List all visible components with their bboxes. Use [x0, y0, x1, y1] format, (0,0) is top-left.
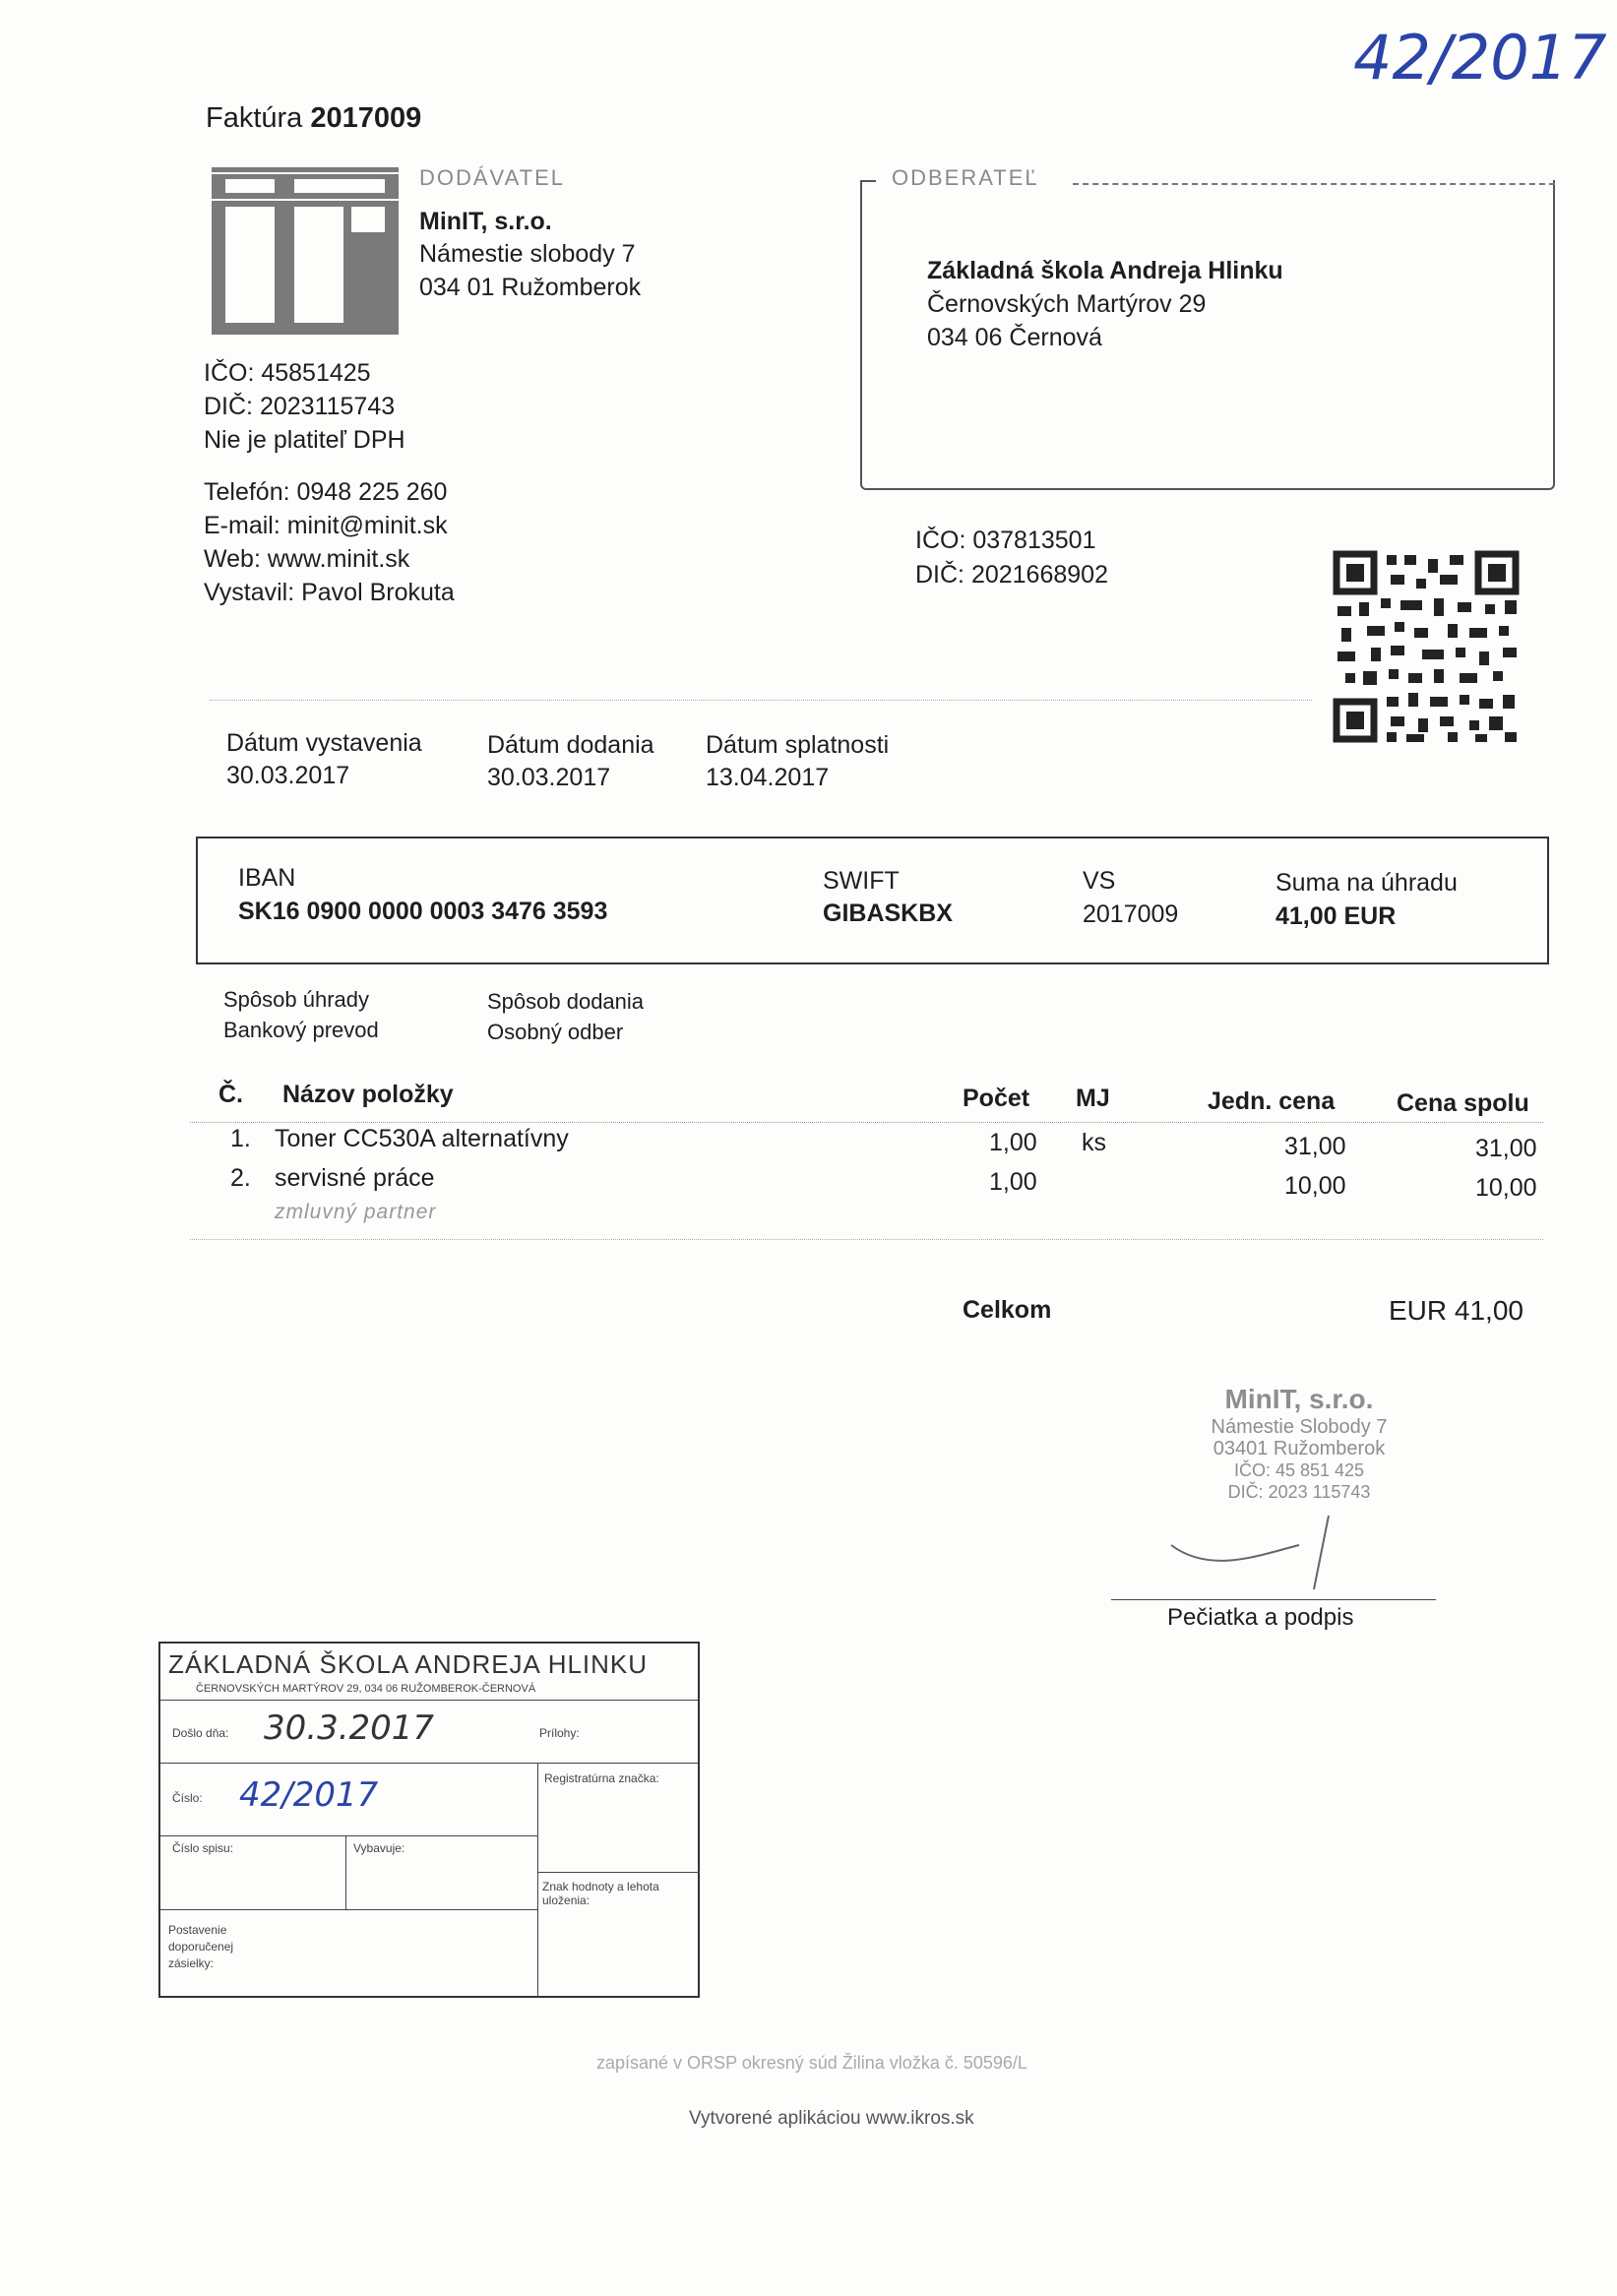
registry-mark-label: Registratúrna značka:	[544, 1771, 659, 1785]
row-unit-price: 10,00	[1284, 1172, 1346, 1200]
registry-stamp	[158, 1642, 700, 1998]
row-qty: 1,00	[989, 1168, 1037, 1196]
customer-box-top-right	[1073, 183, 1555, 185]
col-header-unit-price: Jedn. cena	[1208, 1087, 1336, 1115]
total-value: EUR 41,00	[1389, 1295, 1524, 1326]
iban-label: IBAN	[238, 864, 296, 892]
invoice-number: 2017009	[310, 102, 422, 134]
customer-ico: IČO: 037813501	[915, 527, 1096, 554]
footer-created: Vytvorené aplikáciou www.ikros.sk	[689, 2108, 974, 2129]
stamp-dic: DIČ: 2023 115743	[1227, 1482, 1371, 1502]
registry-school-address: ČERNOVSKÝCH MARTÝROV 29, 034 06 RUŽOMBEROK-ČERNOVÁ	[196, 1683, 536, 1695]
customer-street: Černovských Martýrov 29	[927, 290, 1207, 318]
signature-line	[1111, 1599, 1436, 1600]
stamp-city: 03401 Ružomberok	[1213, 1438, 1386, 1459]
col-header-unit: MJ	[1076, 1085, 1110, 1112]
stamp-company-name: MinIT, s.r.o.	[1224, 1384, 1374, 1414]
col-header-no: Č.	[218, 1081, 243, 1108]
supplier-ico: IČO: 45851425	[204, 359, 371, 387]
supplier-vat-note: Nie je platiteľ DPH	[204, 426, 405, 454]
delivery-method: Osobný odber	[487, 1020, 624, 1044]
row-name: Toner CC530A alternatívny	[275, 1125, 569, 1152]
registry-delivery-label: Postavenie doporučenej zásielky:	[168, 1923, 234, 1970]
registry-number-label: Číslo:	[172, 1791, 203, 1805]
payment-method-label: Spôsob úhrady	[223, 987, 369, 1012]
issue-date-label: Dátum vystavenia	[226, 729, 422, 757]
registry-retention-label: Znak hodnoty a lehota uloženia:	[542, 1880, 659, 1907]
iban-value: SK16 0900 0000 0003 3476 3593	[238, 898, 608, 925]
due-date-label: Dátum splatnosti	[706, 731, 890, 759]
customer-dic: DIČ: 2021668902	[915, 561, 1108, 589]
customer-city: 034 06 Černová	[927, 324, 1102, 351]
col-header-total: Cena spolu	[1397, 1089, 1529, 1117]
supplier-phone: Telefón: 0948 225 260	[204, 478, 448, 506]
supplier-logo	[212, 167, 399, 335]
issue-date: 30.03.2017	[226, 762, 350, 789]
section-divider	[210, 700, 1312, 701]
registry-attachments-label: Prílohy:	[539, 1726, 580, 1740]
row-name: servisné práce	[275, 1164, 435, 1192]
supplier-city: 034 01 Ružomberok	[419, 274, 642, 301]
sum-value: 41,00 EUR	[1275, 902, 1397, 930]
total-label: Celkom	[963, 1296, 1052, 1324]
stamp-ico: IČO: 45 851 425	[1233, 1460, 1365, 1480]
delivery-method-label: Spôsob dodania	[487, 989, 645, 1014]
registry-file-label: Číslo spisu:	[172, 1841, 234, 1855]
invoice-title-prefix: Faktúra	[206, 102, 303, 134]
due-date: 13.04.2017	[706, 764, 830, 791]
vs-label: VS	[1083, 867, 1116, 895]
stamp-street: Námestie Slobody 7	[1211, 1416, 1388, 1438]
row-total: 31,00	[1475, 1135, 1537, 1162]
customer-name: Základná škola Andreja Hlinku	[927, 257, 1283, 284]
payment-method: Bankový prevod	[223, 1018, 379, 1042]
row-no: 1.	[230, 1125, 251, 1152]
supplier-issued-by: Vystavil: Pavol Brokuta	[204, 579, 455, 606]
sum-label: Suma na úhradu	[1275, 869, 1458, 897]
row-qty: 1,00	[989, 1129, 1037, 1156]
row-no: 2.	[230, 1164, 251, 1192]
signature-label: Pečiatka a podpis	[1167, 1604, 1354, 1631]
row-note: zmluvný partner	[275, 1201, 437, 1223]
signature-mark	[1151, 1506, 1388, 1594]
qr-code	[1332, 549, 1523, 746]
table-bottom-divider	[190, 1239, 1543, 1240]
row-unit-price: 31,00	[1284, 1133, 1346, 1160]
col-header-name: Názov položky	[282, 1081, 454, 1108]
registry-received-label: Došlo dňa:	[172, 1726, 229, 1740]
delivery-date-label: Dátum dodania	[487, 731, 654, 759]
customer-box-top-left	[860, 180, 876, 182]
row-total: 10,00	[1475, 1174, 1537, 1202]
row-unit: ks	[1082, 1129, 1106, 1156]
swift-label: SWIFT	[823, 867, 900, 895]
supplier-email: E-mail: minit@minit.sk	[204, 512, 448, 539]
registry-handler-label: Vybavuje:	[353, 1841, 405, 1855]
customer-label: ODBERATEĽ	[892, 165, 1039, 190]
swift-value: GIBASKBX	[823, 900, 953, 927]
supplier-name: MinIT, s.r.o.	[419, 208, 552, 235]
registry-received-date: 30.3.2017	[264, 1708, 435, 1748]
invoice-title	[206, 102, 421, 135]
supplier-stamp	[1151, 1383, 1447, 1503]
footer-registry: zapísané v ORSP okresný súd Žilina vložka č. 50596/L	[596, 2053, 1027, 2073]
col-header-qty: Počet	[963, 1085, 1030, 1112]
supplier-label: DODÁVATEL	[419, 165, 565, 190]
registry-school-name: ZÁKLADNÁ ŠKOLA ANDREJA HLINKU	[168, 1649, 649, 1679]
supplier-dic: DIČ: 2023115743	[204, 393, 396, 420]
supplier-street: Námestie slobody 7	[419, 240, 636, 268]
supplier-web: Web: www.minit.sk	[204, 545, 410, 573]
vs-value: 2017009	[1083, 900, 1179, 928]
delivery-date: 30.03.2017	[487, 764, 611, 791]
registry-number: 42/2017	[239, 1775, 379, 1815]
handwritten-reference: 42/2017	[1353, 22, 1607, 93]
